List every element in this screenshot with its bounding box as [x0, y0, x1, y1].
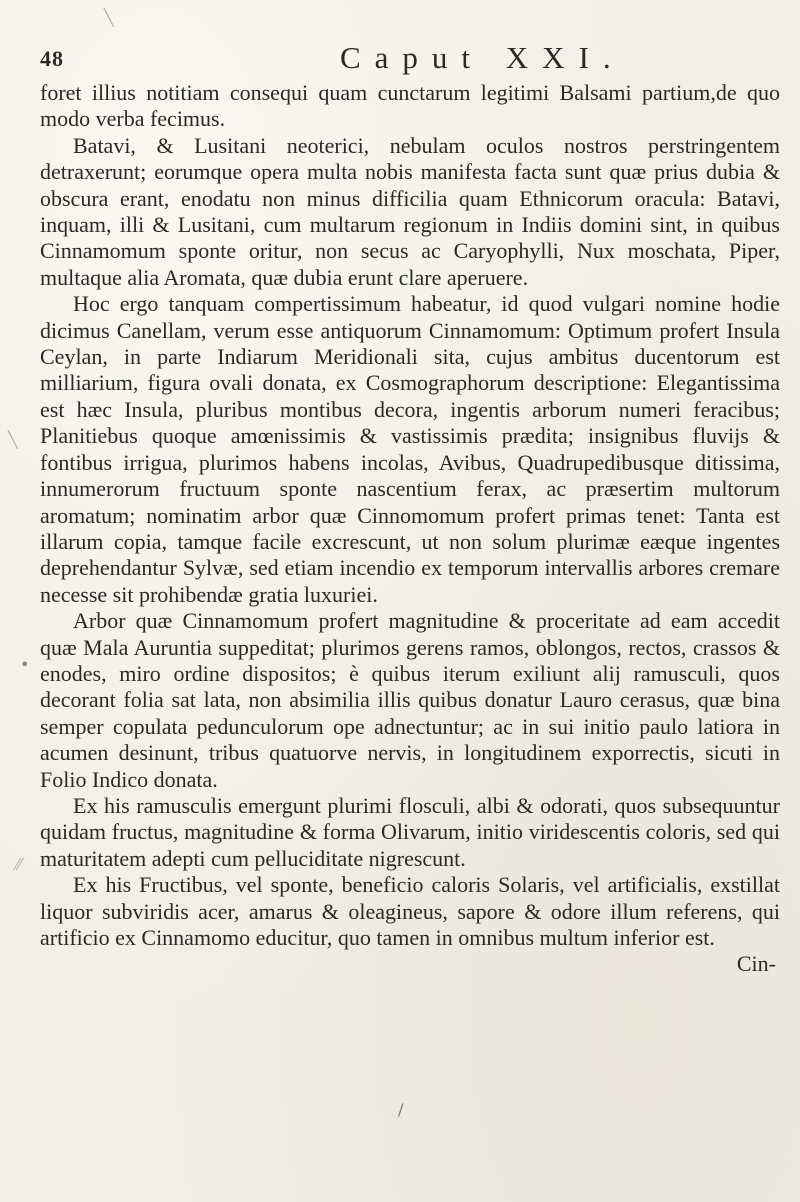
chapter-title: Caput XXI.: [340, 40, 625, 75]
page-number: 48: [40, 46, 64, 71]
paragraph-arbor: Arbor quæ Cinnamomum profert magnitudine & proceritate ad eam accedit quæ Mala Auruntia suppeditat; plurimos gerens ramos, oblongos, rectos, crassos & enodes, miro ordine dispositos; è quibus iterum exiliunt alij ramusculi, quos decorant folia sat lata, non absimilia illis quibus donatur Lauro cerasus, quæ bina semper copulata pedunculorum ope adnectuntur; ac in sui initio paulo latiora in acumen desinunt, tribus quatuorve nervis, in longitudinem exporrectis, sicuti in Folio Indico donata.: [40, 608, 780, 792]
margin-bullet: •: [20, 655, 30, 674]
margin-mark: ╲: [8, 430, 18, 449]
paragraph-continuation: foret illius notitiam consequi quam cunctarum legitimi Balsami partium,de quo modo verba fecimus.: [40, 80, 780, 132]
paper-mark: ╲: [104, 8, 114, 27]
paragraph-canella: Hoc ergo tanquam compertissimum habeatur, id quod vulgari nomine hodie dicimus Canellam, verum esse antiquorum Cinnamomum: Optimum profert Insula Ceylan, in parte Indiarum Meridionali sita, cujus ambitus ducentorum est milliarium, figura ovali donata, ex Cosmographorum descriptione: Elegantissima est hæc Insula, pluribus montibus decora, ingentis arborum numeri feracibus; Planitiebus quoque amœnissimis & vastissimis prædita; insignibus fluvijs & fontibus irrigua, plurimos habens incolas, Avibus, Quadrupedibusque ditissima, innumerorum fructuum sponte nascentium ferax, ac præsertim multorum aromatum; nominatim arbor quæ Cinnomomum profert primas tenet: Tanta est illarum copia, tamque facile excrescunt, ut non solum plurimæ eæque ingentes deprehendantur Sylvæ, sed etiam incendio ex temporum intervallis arbores cremare necesse sit prohibendæ gratia luxuriei.: [40, 291, 780, 607]
paragraph-batavi: Batavi, & Lusitani neoterici, nebulam oculos nostros perstringentem detraxerunt; eorumque opera multa nobis manifesta facta sunt quæ prius dubia & obscura erant, enodatu non minus difficilia quam Ethnicorum oracula: Batavi, inquam, illi & Lusitani, cum multarum regionum in Indiis domini sint, in quibus Cinnamomum sponte oritur, non secus ac Caryophylli, Nux moschata, Piper, multaque alia Aromata, quæ dubia erunt clare aperuere.: [40, 132, 780, 290]
paragraph-flosculi: Ex his ramusculis emergunt plurimi flosculi, albi & odorati, quos subsequuntur quidam fructus, magnitudine & forma Olivarum, initio viridescentis coloris, sed qui maturitatem adepti cum pelluciditate nigrescunt.: [40, 792, 780, 871]
bottom-mark: /: [398, 1100, 404, 1119]
running-head: [40, 40, 780, 80]
text-block: [40, 40, 780, 978]
catchword: Cin-: [736, 951, 776, 977]
paragraph-fructibus: Ex his Fructibus, vel sponte, beneficio caloris Solaris, vel artificialis, exstillat liquor subviridis acer, amarus & oleagineus, sapore & odore illum referens, qui artificio ex Cinnamomo educitur, quo tamen in omnibus multum inferior est.: [40, 872, 780, 950]
margin-mark-lower: ⁄⁄: [16, 855, 22, 874]
